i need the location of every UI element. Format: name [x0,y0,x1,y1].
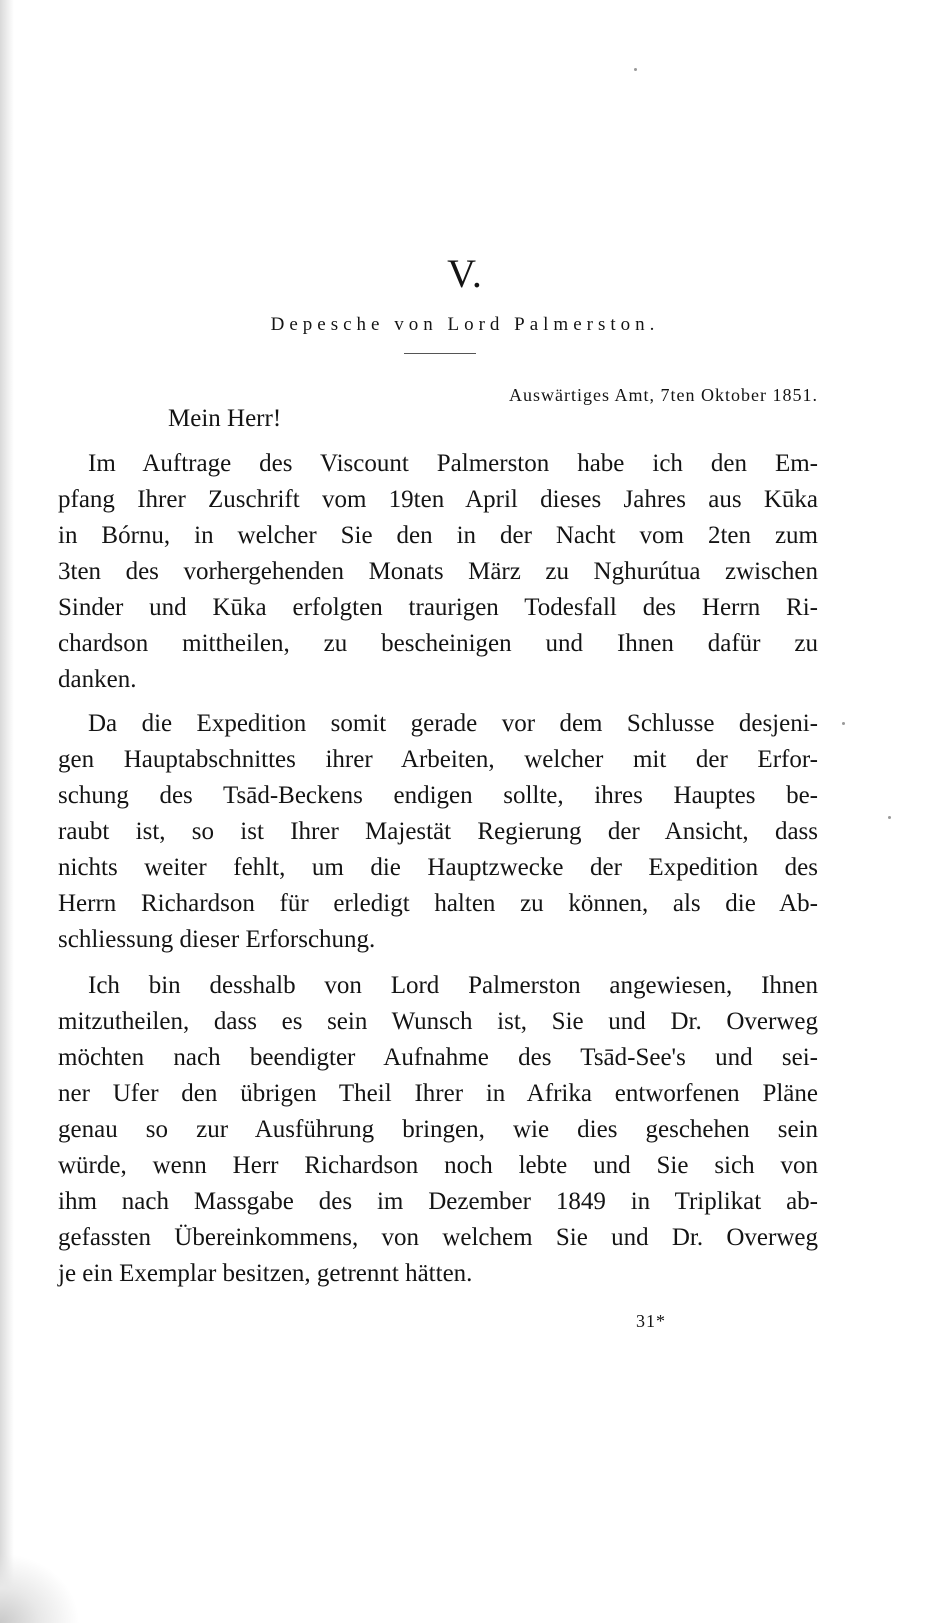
dateline: Auswärtiges Amt, 7ten Oktober 1851. [509,385,818,405]
paragraph-2 [58,706,818,958]
signature-mark: 31* [636,1311,666,1331]
salutation: Mein Herr! [168,405,282,432]
letter-heading: Depesche von Lord Palmerston. [270,314,660,335]
paragraph-3 [58,968,818,1292]
text-line: würde, wenn Herr Richardson noch lebte und Sie sich von [58,1152,818,1179]
text-line: Sinder und Kūka erfolgten traurigen Todesfall des Herrn Ri- [58,594,818,621]
text-line: schung des Tsād-Beckens endigen sollte, ihres Hauptes be- [58,782,818,809]
paper-speck [842,722,845,725]
text-line: raubt ist, so ist Ihrer Majestät Regierung der Ansicht, dass [58,818,818,845]
chapter-number: V. [447,251,483,296]
text-line: mitzutheilen, dass es sein Wunsch ist, Sie und Dr. Overweg [58,1008,818,1035]
text-line: 3ten des vorhergehenden Monats März zu Nghurútua zwischen [58,558,818,585]
text-line: pfang Ihrer Zuschrift vom 19ten April dieses Jahres aus Kūka [58,486,818,513]
text-line: ihm nach Massgabe des im Dezember 1849 in Triplikat ab- [58,1188,818,1215]
text-line: danken. [58,666,137,693]
page-edge-shadow [0,0,14,1623]
text-line: chardson mittheilen, zu bescheinigen und Ihnen dafür zu [58,630,818,657]
text-line: gen Hauptabschnittes ihrer Arbeiten, welcher mit der Erfor- [58,746,818,773]
text-line: ner Ufer den übrigen Theil Ihrer in Afrika entworfenen Pläne [58,1080,818,1107]
heading-divider [404,353,476,354]
text-line: schliessung dieser Erforschung. [58,926,376,953]
text-line: Ich bin desshalb von Lord Palmerston angewiesen, Ihnen [88,972,818,999]
text-line: Im Auftrage des Viscount Palmerston habe ich den Em- [88,450,818,477]
text-line: möchten nach beendigter Aufnahme des Tsād-See's und sei- [58,1044,818,1071]
text-line: genau so zur Ausführung bringen, wie dies geschehen sein [58,1116,818,1143]
page-corner-shadow [0,1553,80,1623]
paragraph-1 [58,446,818,698]
text-line: gefassten Übereinkommens, von welchem Sie und Dr. Overweg [58,1224,818,1251]
paper-speck [634,68,637,71]
text-line: Da die Expedition somit gerade vor dem Schlusse desjeni- [88,710,818,737]
text-line: nichts weiter fehlt, um die Hauptzwecke der Expedition des [58,854,818,881]
text-line: Herrn Richardson für erledigt halten zu können, als die Ab- [58,890,818,917]
text-line: in Bórnu, in welcher Sie den in der Nacht vom 2ten zum [58,522,818,549]
text-line: je ein Exemplar besitzen, getrennt hätten. [58,1260,473,1287]
paper-speck [888,816,891,819]
